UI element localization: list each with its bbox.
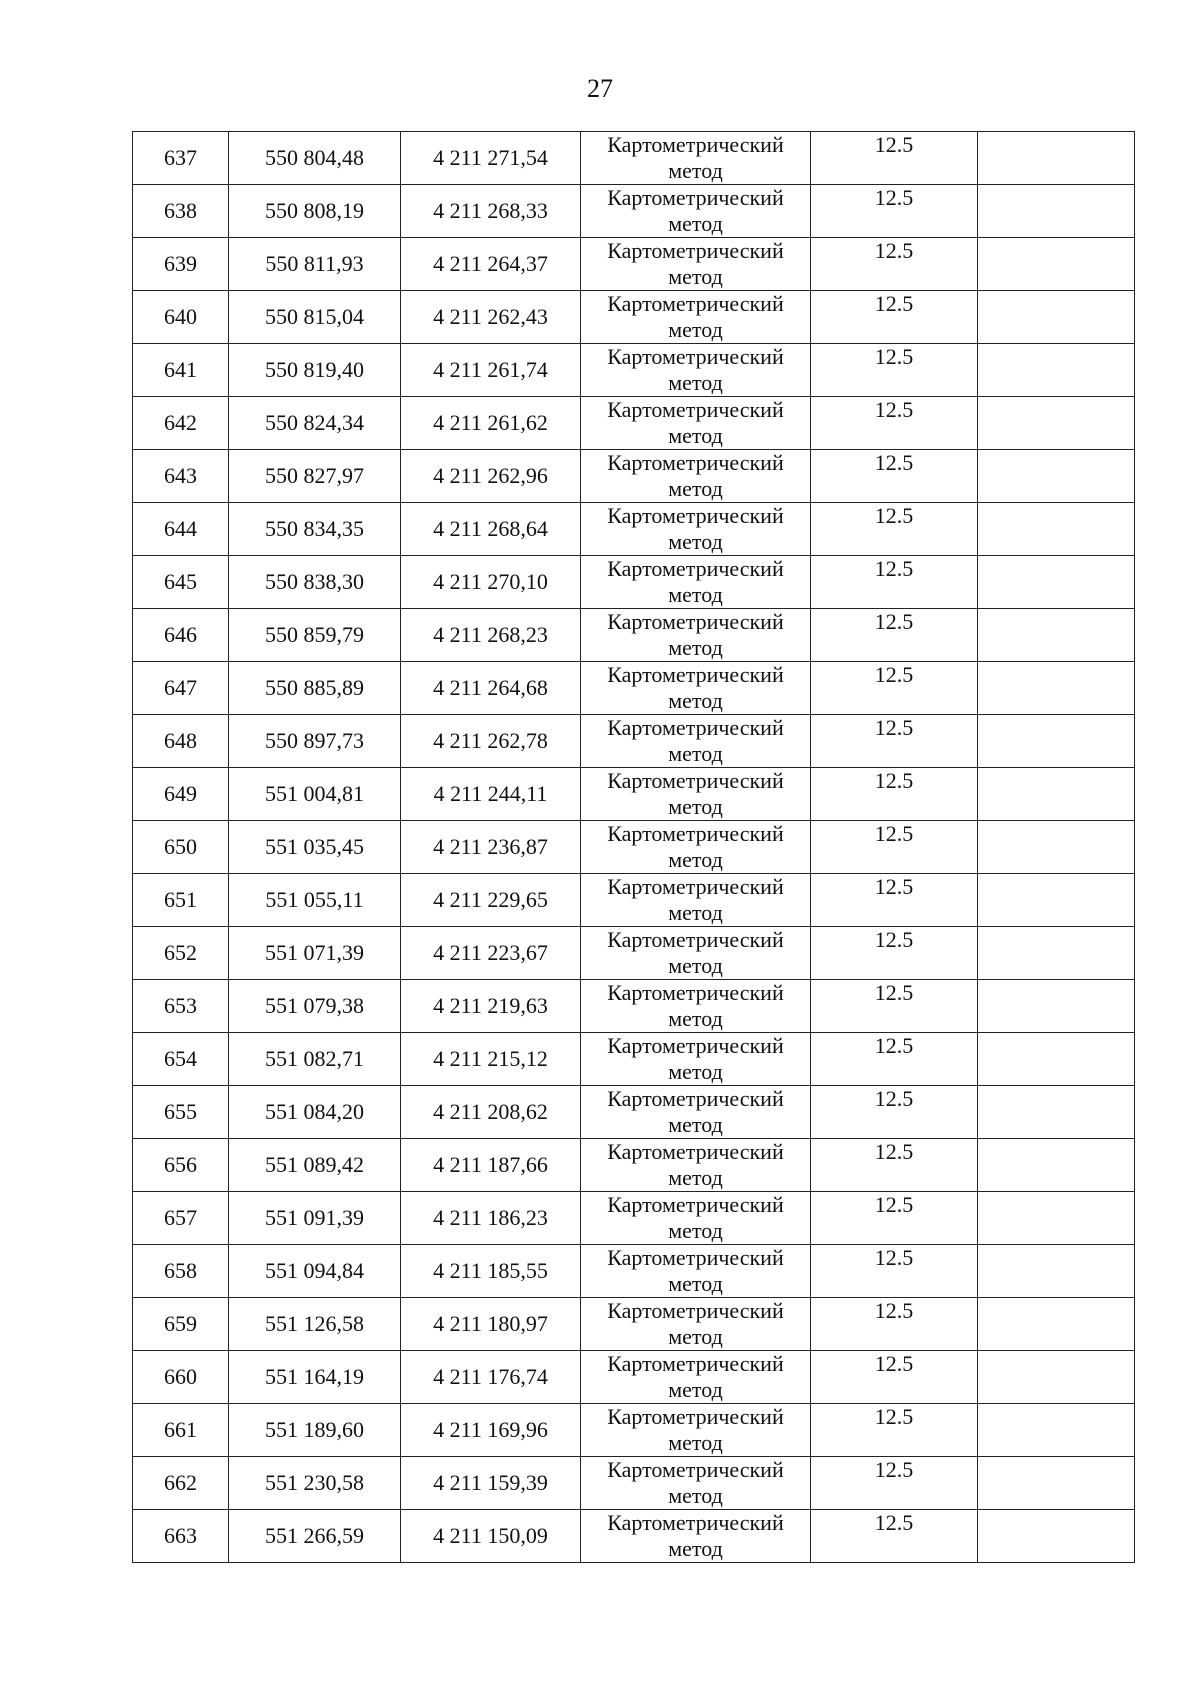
- method-text-line: метод: [668, 1271, 723, 1296]
- y-coordinate-cell: 4 211 236,87: [401, 821, 581, 874]
- point-number-cell: 661: [133, 1404, 229, 1457]
- method-text-line: Картометрический: [607, 927, 784, 952]
- method-cell: [581, 1351, 811, 1404]
- x-coordinate-cell: 550 819,40: [229, 344, 401, 397]
- method-text-line: метод: [668, 423, 723, 448]
- note-cell: [978, 185, 1135, 238]
- y-coordinate-cell: 4 211 264,37: [401, 238, 581, 291]
- point-number-cell: 651: [133, 874, 229, 927]
- method-text-line: метод: [668, 1218, 723, 1243]
- method-cell: [581, 1298, 811, 1351]
- accuracy-cell: 12.5: [811, 1033, 978, 1086]
- table-row: [133, 1457, 1135, 1510]
- coordinates-table-body: [133, 132, 1135, 1563]
- point-number-cell: 643: [133, 450, 229, 503]
- table-row: [133, 238, 1135, 291]
- method-text-line: метод: [668, 953, 723, 978]
- y-coordinate-cell: 4 211 223,67: [401, 927, 581, 980]
- note-cell: [978, 556, 1135, 609]
- x-coordinate-cell: 550 834,35: [229, 503, 401, 556]
- method-text-line: Картометрический: [607, 291, 784, 316]
- note-cell: [978, 1139, 1135, 1192]
- table-row: [133, 556, 1135, 609]
- x-coordinate-cell: 550 859,79: [229, 609, 401, 662]
- x-coordinate-cell: 551 230,58: [229, 1457, 401, 1510]
- x-coordinate-cell: 551 084,20: [229, 1086, 401, 1139]
- note-cell: [978, 1245, 1135, 1298]
- accuracy-cell: 12.5: [811, 132, 978, 185]
- accuracy-cell: 12.5: [811, 768, 978, 821]
- note-cell: [978, 1457, 1135, 1510]
- accuracy-cell: 12.5: [811, 1510, 978, 1563]
- x-coordinate-cell: 551 082,71: [229, 1033, 401, 1086]
- y-coordinate-cell: 4 211 219,63: [401, 980, 581, 1033]
- y-coordinate-cell: 4 211 186,23: [401, 1192, 581, 1245]
- table-row: [133, 185, 1135, 238]
- method-cell: [581, 450, 811, 503]
- x-coordinate-cell: 551 071,39: [229, 927, 401, 980]
- note-cell: [978, 503, 1135, 556]
- method-text-line: Картометрический: [607, 344, 784, 369]
- method-text-line: метод: [668, 1377, 723, 1402]
- point-number-cell: 645: [133, 556, 229, 609]
- x-coordinate-cell: 551 164,19: [229, 1351, 401, 1404]
- point-number-cell: 656: [133, 1139, 229, 1192]
- point-number-cell: 638: [133, 185, 229, 238]
- accuracy-cell: 12.5: [811, 1298, 978, 1351]
- method-text-line: Картометрический: [607, 1510, 784, 1535]
- point-number-cell: 640: [133, 291, 229, 344]
- method-text-line: метод: [668, 847, 723, 872]
- x-coordinate-cell: 550 897,73: [229, 715, 401, 768]
- method-cell: [581, 821, 811, 874]
- method-text-line: Картометрический: [607, 1192, 784, 1217]
- note-cell: [978, 397, 1135, 450]
- y-coordinate-cell: 4 211 215,12: [401, 1033, 581, 1086]
- method-text-line: Картометрический: [607, 185, 784, 210]
- table-row: [133, 874, 1135, 927]
- y-coordinate-cell: 4 211 268,33: [401, 185, 581, 238]
- x-coordinate-cell: 551 089,42: [229, 1139, 401, 1192]
- y-coordinate-cell: 4 211 169,96: [401, 1404, 581, 1457]
- x-coordinate-cell: 550 885,89: [229, 662, 401, 715]
- method-text-line: метод: [668, 317, 723, 342]
- note-cell: [978, 874, 1135, 927]
- method-text-line: Картометрический: [607, 1245, 784, 1270]
- method-cell: [581, 980, 811, 1033]
- method-text-line: метод: [668, 1324, 723, 1349]
- method-cell: [581, 556, 811, 609]
- y-coordinate-cell: 4 211 262,43: [401, 291, 581, 344]
- note-cell: [978, 1033, 1135, 1086]
- method-text-line: метод: [668, 741, 723, 766]
- x-coordinate-cell: 550 811,93: [229, 238, 401, 291]
- method-text-line: метод: [668, 1059, 723, 1084]
- table-row: [133, 1245, 1135, 1298]
- table-row: [133, 503, 1135, 556]
- method-text-line: Картометрический: [607, 1086, 784, 1111]
- method-text-line: метод: [668, 1536, 723, 1561]
- accuracy-cell: 12.5: [811, 1192, 978, 1245]
- method-cell: [581, 238, 811, 291]
- note-cell: [978, 291, 1135, 344]
- table-row: [133, 1139, 1135, 1192]
- method-text-line: метод: [668, 582, 723, 607]
- method-text-line: Картометрический: [607, 768, 784, 793]
- accuracy-cell: 12.5: [811, 503, 978, 556]
- table-row: [133, 1086, 1135, 1139]
- y-coordinate-cell: 4 211 208,62: [401, 1086, 581, 1139]
- x-coordinate-cell: 550 808,19: [229, 185, 401, 238]
- note-cell: [978, 344, 1135, 397]
- method-cell: [581, 1457, 811, 1510]
- accuracy-cell: 12.5: [811, 1086, 978, 1139]
- method-cell: [581, 609, 811, 662]
- x-coordinate-cell: 551 055,11: [229, 874, 401, 927]
- y-coordinate-cell: 4 211 261,74: [401, 344, 581, 397]
- y-coordinate-cell: 4 211 159,39: [401, 1457, 581, 1510]
- table-row: [133, 1298, 1135, 1351]
- method-text-line: метод: [668, 158, 723, 183]
- point-number-cell: 662: [133, 1457, 229, 1510]
- table-row: [133, 1192, 1135, 1245]
- table-row: [133, 344, 1135, 397]
- note-cell: [978, 238, 1135, 291]
- method-text-line: Картометрический: [607, 397, 784, 422]
- method-cell: [581, 344, 811, 397]
- accuracy-cell: 12.5: [811, 556, 978, 609]
- note-cell: [978, 768, 1135, 821]
- point-number-cell: 659: [133, 1298, 229, 1351]
- point-number-cell: 642: [133, 397, 229, 450]
- point-number-cell: 649: [133, 768, 229, 821]
- method-text-line: Картометрический: [607, 662, 784, 687]
- accuracy-cell: 12.5: [811, 1351, 978, 1404]
- method-text-line: метод: [668, 1006, 723, 1031]
- y-coordinate-cell: 4 211 229,65: [401, 874, 581, 927]
- accuracy-cell: 12.5: [811, 238, 978, 291]
- x-coordinate-cell: 550 804,48: [229, 132, 401, 185]
- note-cell: [978, 132, 1135, 185]
- method-text-line: Картометрический: [607, 1351, 784, 1376]
- method-cell: [581, 1033, 811, 1086]
- note-cell: [978, 662, 1135, 715]
- y-coordinate-cell: 4 211 176,74: [401, 1351, 581, 1404]
- point-number-cell: 653: [133, 980, 229, 1033]
- accuracy-cell: 12.5: [811, 927, 978, 980]
- method-text-line: метод: [668, 476, 723, 501]
- y-coordinate-cell: 4 211 185,55: [401, 1245, 581, 1298]
- table-row: [133, 291, 1135, 344]
- point-number-cell: 654: [133, 1033, 229, 1086]
- method-text-line: Картометрический: [607, 1298, 784, 1323]
- point-number-cell: 648: [133, 715, 229, 768]
- method-cell: [581, 662, 811, 715]
- method-cell: [581, 874, 811, 927]
- accuracy-cell: 12.5: [811, 609, 978, 662]
- x-coordinate-cell: 551 266,59: [229, 1510, 401, 1563]
- table-row: [133, 1033, 1135, 1086]
- method-text-line: Картометрический: [607, 821, 784, 846]
- method-text-line: метод: [668, 370, 723, 395]
- point-number-cell: 657: [133, 1192, 229, 1245]
- note-cell: [978, 1351, 1135, 1404]
- y-coordinate-cell: 4 211 150,09: [401, 1510, 581, 1563]
- point-number-cell: 641: [133, 344, 229, 397]
- accuracy-cell: 12.5: [811, 291, 978, 344]
- y-coordinate-cell: 4 211 268,64: [401, 503, 581, 556]
- accuracy-cell: 12.5: [811, 344, 978, 397]
- table-row: [133, 397, 1135, 450]
- method-cell: [581, 132, 811, 185]
- table-row: [133, 450, 1135, 503]
- method-text-line: метод: [668, 900, 723, 925]
- accuracy-cell: 12.5: [811, 980, 978, 1033]
- method-cell: [581, 1192, 811, 1245]
- method-cell: [581, 927, 811, 980]
- method-text-line: Картометрический: [607, 1404, 784, 1429]
- method-text-line: Картометрический: [607, 1457, 784, 1482]
- method-cell: [581, 1404, 811, 1457]
- accuracy-cell: 12.5: [811, 450, 978, 503]
- accuracy-cell: 12.5: [811, 185, 978, 238]
- method-text-line: Картометрический: [607, 715, 784, 740]
- table-row: [133, 768, 1135, 821]
- point-number-cell: 660: [133, 1351, 229, 1404]
- table-row: [133, 609, 1135, 662]
- method-cell: [581, 1139, 811, 1192]
- y-coordinate-cell: 4 211 264,68: [401, 662, 581, 715]
- method-text-line: Картометрический: [607, 132, 784, 157]
- method-text-line: метод: [668, 1112, 723, 1137]
- method-text-line: метод: [668, 688, 723, 713]
- accuracy-cell: 12.5: [811, 662, 978, 715]
- y-coordinate-cell: 4 211 244,11: [401, 768, 581, 821]
- point-number-cell: 658: [133, 1245, 229, 1298]
- method-cell: [581, 1245, 811, 1298]
- x-coordinate-cell: 550 815,04: [229, 291, 401, 344]
- method-cell: [581, 1510, 811, 1563]
- point-number-cell: 646: [133, 609, 229, 662]
- point-number-cell: 647: [133, 662, 229, 715]
- method-text-line: метод: [668, 529, 723, 554]
- y-coordinate-cell: 4 211 262,96: [401, 450, 581, 503]
- table-row: [133, 1510, 1135, 1563]
- method-text-line: Картометрический: [607, 609, 784, 634]
- x-coordinate-cell: 551 126,58: [229, 1298, 401, 1351]
- x-coordinate-cell: 551 079,38: [229, 980, 401, 1033]
- coordinates-table: [132, 131, 1135, 1563]
- y-coordinate-cell: 4 211 180,97: [401, 1298, 581, 1351]
- table-row: [133, 132, 1135, 185]
- table-row: [133, 1404, 1135, 1457]
- note-cell: [978, 609, 1135, 662]
- point-number-cell: 637: [133, 132, 229, 185]
- table-row: [133, 662, 1135, 715]
- y-coordinate-cell: 4 211 261,62: [401, 397, 581, 450]
- note-cell: [978, 1404, 1135, 1457]
- accuracy-cell: 12.5: [811, 715, 978, 768]
- point-number-cell: 655: [133, 1086, 229, 1139]
- y-coordinate-cell: 4 211 270,10: [401, 556, 581, 609]
- accuracy-cell: 12.5: [811, 1245, 978, 1298]
- method-text-line: Картометрический: [607, 1139, 784, 1164]
- method-text-line: Картометрический: [607, 238, 784, 263]
- x-coordinate-cell: 551 094,84: [229, 1245, 401, 1298]
- accuracy-cell: 12.5: [811, 821, 978, 874]
- accuracy-cell: 12.5: [811, 397, 978, 450]
- method-cell: [581, 768, 811, 821]
- method-text-line: Картометрический: [607, 1033, 784, 1058]
- note-cell: [978, 1086, 1135, 1139]
- note-cell: [978, 715, 1135, 768]
- page-number: 27: [587, 74, 613, 103]
- method-text-line: метод: [668, 1430, 723, 1455]
- y-coordinate-cell: 4 211 268,23: [401, 609, 581, 662]
- x-coordinate-cell: 551 189,60: [229, 1404, 401, 1457]
- note-cell: [978, 980, 1135, 1033]
- method-cell: [581, 397, 811, 450]
- table-row: [133, 715, 1135, 768]
- x-coordinate-cell: 551 035,45: [229, 821, 401, 874]
- method-cell: [581, 503, 811, 556]
- point-number-cell: 650: [133, 821, 229, 874]
- method-text-line: метод: [668, 1165, 723, 1190]
- note-cell: [978, 927, 1135, 980]
- note-cell: [978, 1192, 1135, 1245]
- method-cell: [581, 715, 811, 768]
- method-text-line: Картометрический: [607, 980, 784, 1005]
- x-coordinate-cell: 550 827,97: [229, 450, 401, 503]
- accuracy-cell: 12.5: [811, 1404, 978, 1457]
- point-number-cell: 639: [133, 238, 229, 291]
- table-row: [133, 1351, 1135, 1404]
- y-coordinate-cell: 4 211 187,66: [401, 1139, 581, 1192]
- note-cell: [978, 450, 1135, 503]
- y-coordinate-cell: 4 211 262,78: [401, 715, 581, 768]
- table-row: [133, 927, 1135, 980]
- method-text-line: Картометрический: [607, 450, 784, 475]
- method-text-line: Картометрический: [607, 874, 784, 899]
- method-text-line: метод: [668, 211, 723, 236]
- table-row: [133, 821, 1135, 874]
- x-coordinate-cell: 550 824,34: [229, 397, 401, 450]
- method-text-line: Картометрический: [607, 503, 784, 528]
- x-coordinate-cell: 551 004,81: [229, 768, 401, 821]
- point-number-cell: 652: [133, 927, 229, 980]
- method-text-line: метод: [668, 635, 723, 660]
- accuracy-cell: 12.5: [811, 874, 978, 927]
- method-cell: [581, 291, 811, 344]
- note-cell: [978, 1298, 1135, 1351]
- method-text-line: метод: [668, 264, 723, 289]
- y-coordinate-cell: 4 211 271,54: [401, 132, 581, 185]
- accuracy-cell: 12.5: [811, 1457, 978, 1510]
- method-text-line: метод: [668, 1483, 723, 1508]
- table-row: [133, 980, 1135, 1033]
- accuracy-cell: 12.5: [811, 1139, 978, 1192]
- x-coordinate-cell: 551 091,39: [229, 1192, 401, 1245]
- method-cell: [581, 1086, 811, 1139]
- note-cell: [978, 821, 1135, 874]
- method-text-line: метод: [668, 794, 723, 819]
- x-coordinate-cell: 550 838,30: [229, 556, 401, 609]
- method-text-line: Картометрический: [607, 556, 784, 581]
- method-cell: [581, 185, 811, 238]
- note-cell: [978, 1510, 1135, 1563]
- point-number-cell: 644: [133, 503, 229, 556]
- point-number-cell: 663: [133, 1510, 229, 1563]
